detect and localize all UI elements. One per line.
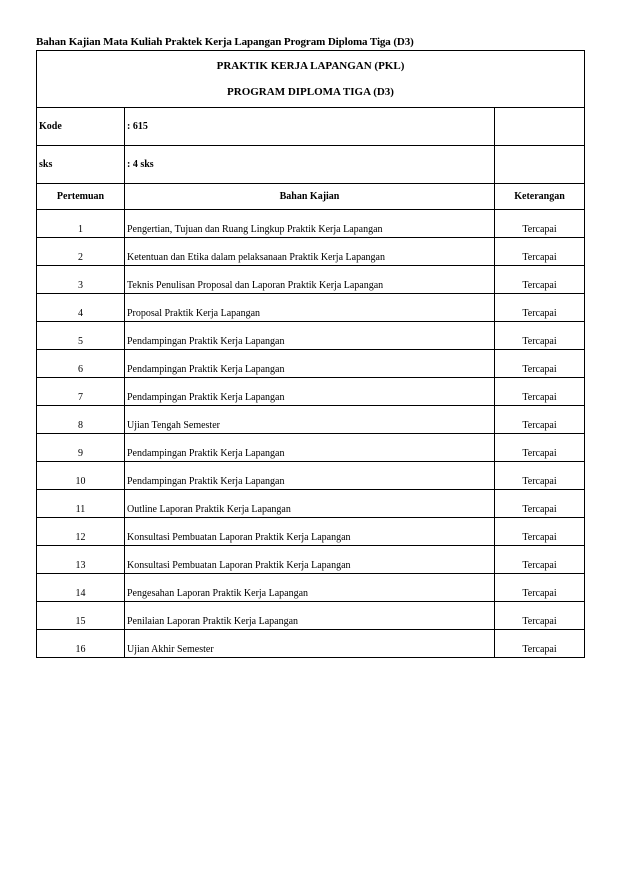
material-cell: Pendampingan Praktik Kerja Lapangan <box>125 462 495 490</box>
table-row <box>37 490 585 518</box>
meeting-number-cell: 1 <box>37 210 125 238</box>
meeting-number-cell: 7 <box>37 378 125 406</box>
status-cell: Tercapai <box>495 266 585 294</box>
material-cell: Pengesahan Laporan Praktik Kerja Lapangan <box>125 574 495 602</box>
status-cell: Tercapai <box>495 630 585 658</box>
table-row <box>37 434 585 462</box>
material-cell: Ujian Tengah Semester <box>125 406 495 434</box>
table-row <box>37 294 585 322</box>
meeting-number-cell: 5 <box>37 322 125 350</box>
material-cell: Proposal Praktik Kerja Lapangan <box>125 294 495 322</box>
meeting-number-cell: 9 <box>37 434 125 462</box>
status-cell: Tercapai <box>495 602 585 630</box>
title-line-2: PROGRAM DIPLOMA TIGA (D3) <box>227 86 394 98</box>
table-title <box>37 51 585 108</box>
table-row <box>37 546 585 574</box>
meeting-number-cell: 12 <box>37 518 125 546</box>
status-cell: Tercapai <box>495 574 585 602</box>
meta-value: : 4 sks <box>125 146 495 184</box>
table-row <box>37 518 585 546</box>
status-cell: Tercapai <box>495 294 585 322</box>
table-row <box>37 602 585 630</box>
meeting-number-cell: 4 <box>37 294 125 322</box>
meta-blank <box>495 108 585 146</box>
table-row <box>37 350 585 378</box>
course-material-table <box>36 50 585 658</box>
material-cell: Penilaian Laporan Praktik Kerja Lapangan <box>125 602 495 630</box>
column-header-meeting: Pertemuan <box>37 184 125 210</box>
status-cell: Tercapai <box>495 434 585 462</box>
table-row <box>37 322 585 350</box>
table-row <box>37 378 585 406</box>
status-cell: Tercapai <box>495 238 585 266</box>
meeting-number-cell: 11 <box>37 490 125 518</box>
table-row <box>37 238 585 266</box>
status-cell: Tercapai <box>495 462 585 490</box>
meta-value: : 615 <box>125 108 495 146</box>
title-row <box>37 51 585 108</box>
material-cell: Pendampingan Praktik Kerja Lapangan <box>125 378 495 406</box>
meeting-number-cell: 10 <box>37 462 125 490</box>
meta-label: sks <box>37 146 125 184</box>
table-row <box>37 462 585 490</box>
meeting-number-cell: 3 <box>37 266 125 294</box>
meta-blank <box>495 146 585 184</box>
status-cell: Tercapai <box>495 322 585 350</box>
meeting-number-cell: 8 <box>37 406 125 434</box>
column-header-note: Keterangan <box>495 184 585 210</box>
material-cell: Outline Laporan Praktik Kerja Lapangan <box>125 490 495 518</box>
material-cell: Ujian Akhir Semester <box>125 630 495 658</box>
material-cell: Pendampingan Praktik Kerja Lapangan <box>125 350 495 378</box>
table-row <box>37 266 585 294</box>
status-cell: Tercapai <box>495 406 585 434</box>
title-line-1: PRAKTIK KERJA LAPANGAN (PKL) <box>216 60 405 72</box>
table-row <box>37 406 585 434</box>
status-cell: Tercapai <box>495 210 585 238</box>
material-cell: Konsultasi Pembuatan Laporan Praktik Kerja Lapangan <box>125 518 495 546</box>
table-row <box>37 630 585 658</box>
material-cell: Pendampingan Praktik Kerja Lapangan <box>125 434 495 462</box>
material-cell: Pendampingan Praktik Kerja Lapangan <box>125 322 495 350</box>
meeting-number-cell: 16 <box>37 630 125 658</box>
status-cell: Tercapai <box>495 546 585 574</box>
meta-row-code <box>37 108 585 146</box>
material-cell: Pengertian, Tujuan dan Ruang Lingkup Praktik Kerja Lapangan <box>125 210 495 238</box>
document-heading: Bahan Kajian Mata Kuliah Praktek Kerja Lapangan Program Diploma Tiga (D3) <box>36 36 414 48</box>
meta-row-sks <box>37 146 585 184</box>
material-cell: Teknis Penulisan Proposal dan Laporan Praktik Kerja Lapangan <box>125 266 495 294</box>
meeting-number-cell: 15 <box>37 602 125 630</box>
table-row <box>37 574 585 602</box>
meta-label: Kode <box>37 108 125 146</box>
status-cell: Tercapai <box>495 518 585 546</box>
material-cell: Konsultasi Pembuatan Laporan Praktik Kerja Lapangan <box>125 546 495 574</box>
table-row <box>37 210 585 238</box>
status-cell: Tercapai <box>495 350 585 378</box>
material-cell: Ketentuan dan Etika dalam pelaksanaan Praktik Kerja Lapangan <box>125 238 495 266</box>
column-header-material: Bahan Kajian <box>125 184 495 210</box>
meeting-number-cell: 13 <box>37 546 125 574</box>
meeting-number-cell: 6 <box>37 350 125 378</box>
status-cell: Tercapai <box>495 378 585 406</box>
status-cell: Tercapai <box>495 490 585 518</box>
column-header-row <box>37 184 585 210</box>
meeting-number-cell: 2 <box>37 238 125 266</box>
meeting-number-cell: 14 <box>37 574 125 602</box>
